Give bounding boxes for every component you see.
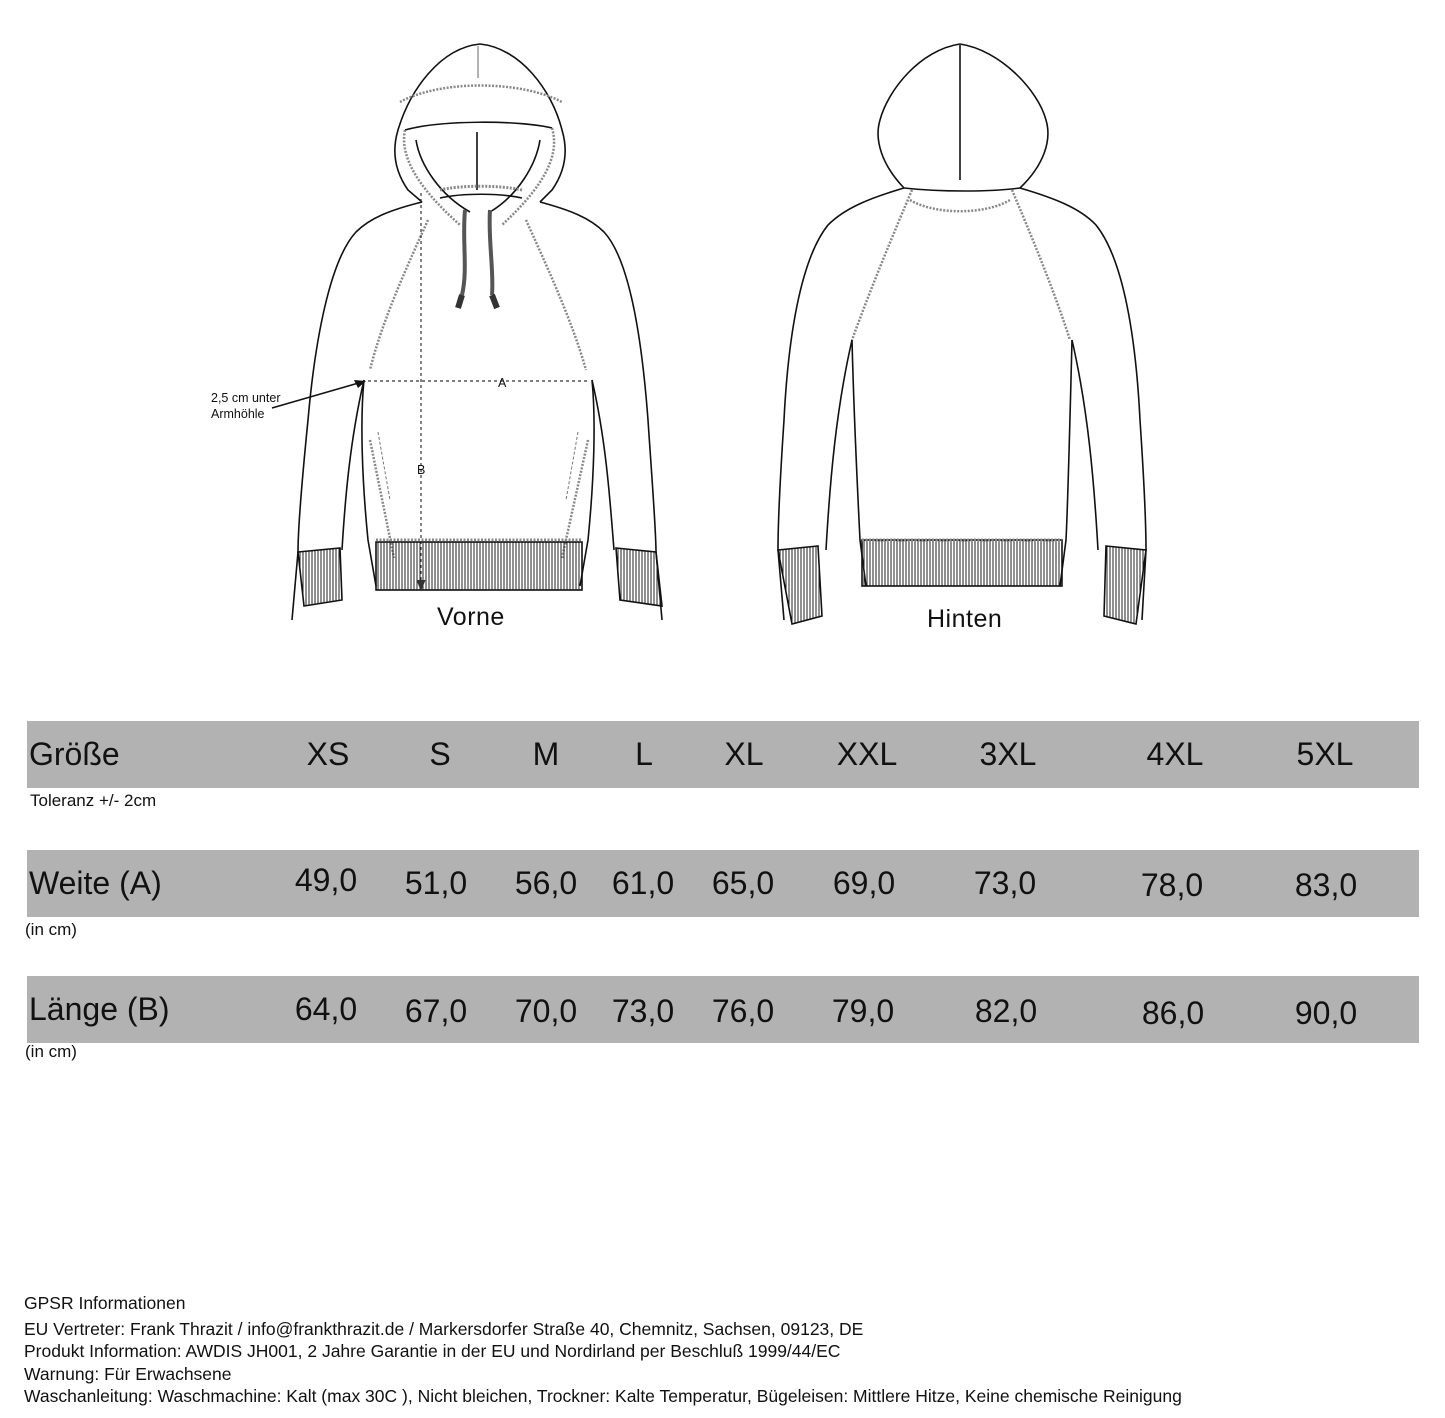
size-s: S [429, 736, 451, 772]
width-value: 83,0 [1294, 867, 1358, 903]
annotation-arrow-icon [270, 372, 370, 412]
length-value: 73,0 [611, 993, 675, 1029]
width-row-label: Weite (A) [29, 865, 162, 901]
size-header-label: Größe [29, 736, 120, 772]
length-value: 79,0 [831, 993, 895, 1029]
size-xs: XS [306, 736, 350, 772]
length-value: 64,0 [294, 991, 358, 1027]
gpsr-warning: Warnung: Für Erwachsene [24, 1363, 232, 1384]
size-header-row [27, 721, 1419, 788]
length-unit-note: (in cm) [25, 1042, 77, 1061]
width-value: 61,0 [611, 865, 675, 901]
size-xl: XL [724, 736, 764, 772]
measure-a-label: A [498, 376, 507, 390]
length-value: 67,0 [404, 993, 468, 1029]
length-value: 76,0 [711, 993, 775, 1029]
gpsr-eu-representative: EU Vertreter: Frank Thrazit / info@frankthrazit.de / Markersdorfer Straße 40, Chemnitz, Sachsen, 09123, DE [24, 1318, 864, 1339]
width-value: 65,0 [711, 865, 775, 901]
length-row-label: Länge (B) [29, 991, 170, 1027]
gpsr-information [24, 1292, 1182, 1408]
armpit-annotation: 2,5 cm unter Armhöhle [211, 391, 281, 421]
back-view-label: Hinten [927, 605, 1003, 633]
gpsr-title: GPSR Informationen [24, 1293, 186, 1313]
gpsr-care-instructions: Waschanleitung: Waschmachine: Kalt (max 30C ), Nicht bleichen, Trockner: Kalte Temperatur, Bügeleisen: Mittlere Hitze, Keine chemische Reinigung [24, 1386, 1182, 1406]
hoodie-front-illustration [290, 40, 680, 620]
width-value: 49,0 [294, 862, 358, 898]
width-value: 69,0 [832, 865, 896, 901]
size-3xl: 3XL [979, 736, 1037, 772]
width-value: 78,0 [1140, 867, 1204, 903]
size-l: L [635, 736, 653, 772]
hoodie-back-illustration [770, 40, 1170, 630]
width-value: 56,0 [514, 865, 578, 901]
size-5xl: 5XL [1296, 736, 1354, 772]
width-unit-note: (in cm) [25, 920, 77, 939]
width-value: 73,0 [973, 865, 1037, 901]
front-view-label: Vorne [437, 603, 505, 631]
length-value: 70,0 [514, 993, 578, 1029]
tolerance-note: Toleranz +/- 2cm [30, 791, 157, 810]
length-value: 82,0 [974, 993, 1038, 1029]
measure-b-label: B [417, 463, 426, 477]
length-value: 90,0 [1294, 995, 1358, 1031]
size-xxl: XXL [836, 736, 898, 772]
width-value: 51,0 [404, 865, 468, 901]
length-value: 86,0 [1141, 995, 1205, 1031]
width-row [27, 850, 1419, 917]
gpsr-product-info: Produkt Information: AWDIS JH001, 2 Jahre Garantie in der EU und Nordirland per Beschluß 1999/44/EC [24, 1341, 841, 1361]
size-4xl: 4XL [1146, 736, 1204, 772]
size-m: M [532, 736, 560, 772]
length-row [27, 976, 1419, 1043]
